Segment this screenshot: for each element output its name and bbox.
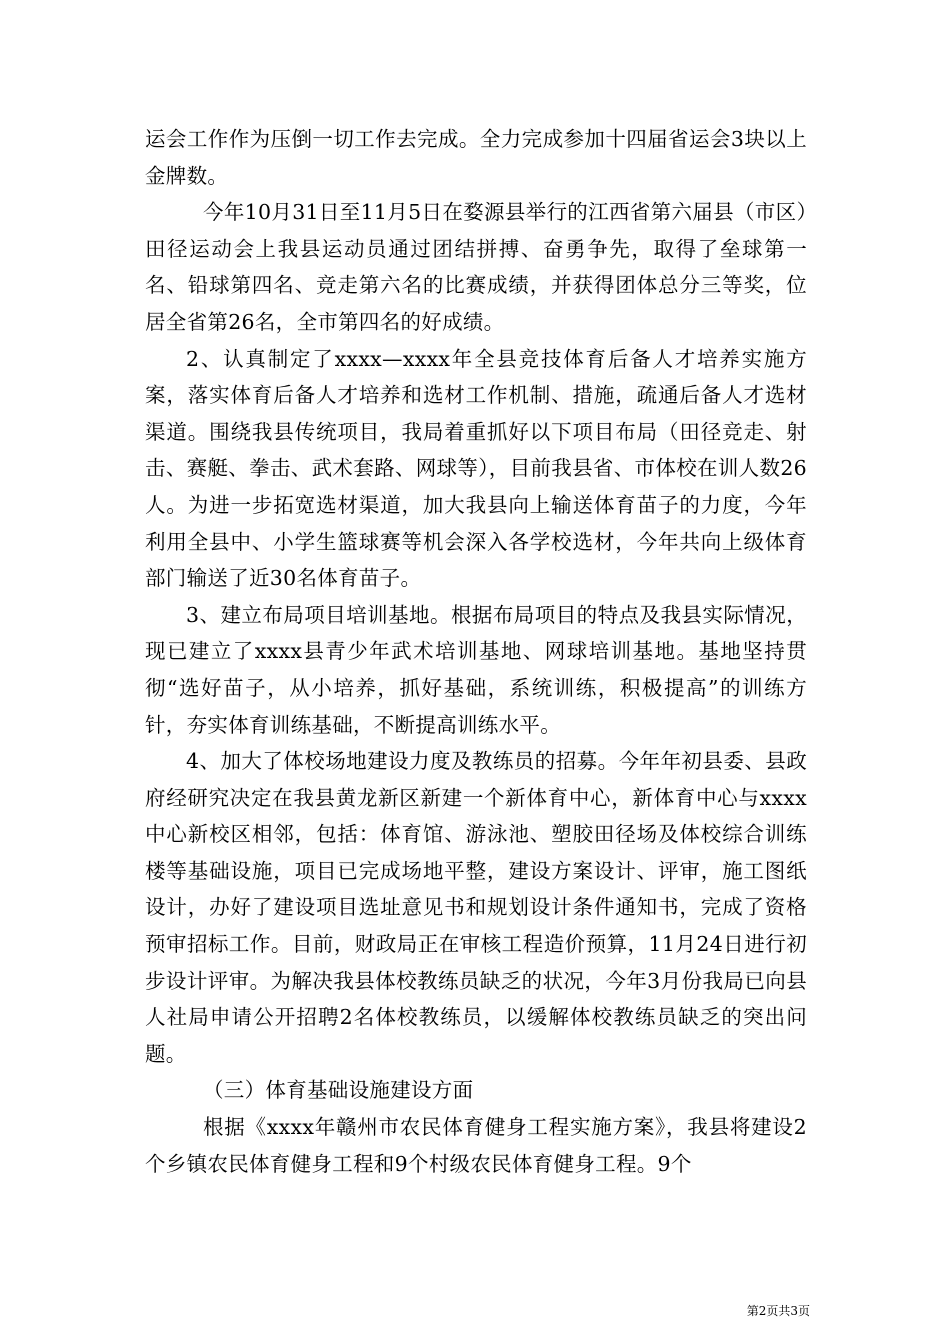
paragraph-venue-construction: 4、加大了体校场地建设力度及教练员的招募。今年年初县委、县政府经研究决定在我县黄龙新区新建一个新体育中心，新体育中心与xxxx中心新校区相邻，包括：体育馆、游泳池、塑胶田径场及体校综合训练楼等基础设施，项目已完成场地平整，建设方案设计、评审，施工图纸设计，办好了建设项目选址意见书和规划设计条件通知书，完成了资格预审招标工作。目前，财政局正在审核工程造价预算，11月24日进行初步设计评审。为解决我县体校教练员缺乏的状况，今年3月份我局已向县人社局申请公开招聘2名体校教练员，以缓解体校教练员缺乏的突出问题。 (145, 749, 807, 1066)
paragraph-continuation: 运会工作作为压倒一切工作去完成。全力完成参加十四届省运会3块以上金牌数。 (145, 127, 807, 188)
paragraph-track-meet-results: 今年10月31日至11月5日在婺源县举行的江西省第六届县（市区）田径运动会上我县运动员通过团结拼搏、奋勇争先，取得了垒球第一名、铅球第四名、竞走第六名的比赛成绩，并获得团体总分三等奖，位居全省第26名，全市第四名的好成绩。 (145, 200, 807, 334)
paragraph-training-base: 3、建立布局项目培训基地。根据布局项目的特点及我县实际情况，现已建立了xxxx县青少年武术培训基地、网球培训基地。基地坚持贯彻“选好苗子，从小培养，抓好基础，系统训练，积极提高”的训练方针，夯实体育训练基础，不断提高训练水平。 (145, 602, 807, 737)
document-body (145, 121, 807, 1182)
paragraph-talent-training-plan: 2、认真制定了xxxx—xxxx年全县竞技体育后备人才培养实施方案，落实体育后备人才培养和选材工作机制、措施，疏通后备人才选材渠道。围绕我县传统项目，我局着重抓好以下项目布局（田径竞走、射击、赛艇、拳击、武术套路、网球等），目前我县省、市体校在训人数26人。为进一步拓宽选材渠道，加大我县向上输送体育苗子的力度，今年利用全县中、小学生篮球赛等机会深入各学校选材，今年共向上级体育部门输送了近30名体育苗子。 (145, 346, 807, 591)
page-number-footer: 第2页共3页 (746, 1304, 810, 1318)
section-heading-infrastructure: （三）体育基础设施建设方面 (203, 1078, 474, 1103)
paragraph-fitness-project: 根据《xxxx年赣州市农民体育健身工程实施方案》，我县将建设2个乡镇农民体育健身工程和9个村级农民体育健身工程。9个 (145, 1115, 807, 1176)
